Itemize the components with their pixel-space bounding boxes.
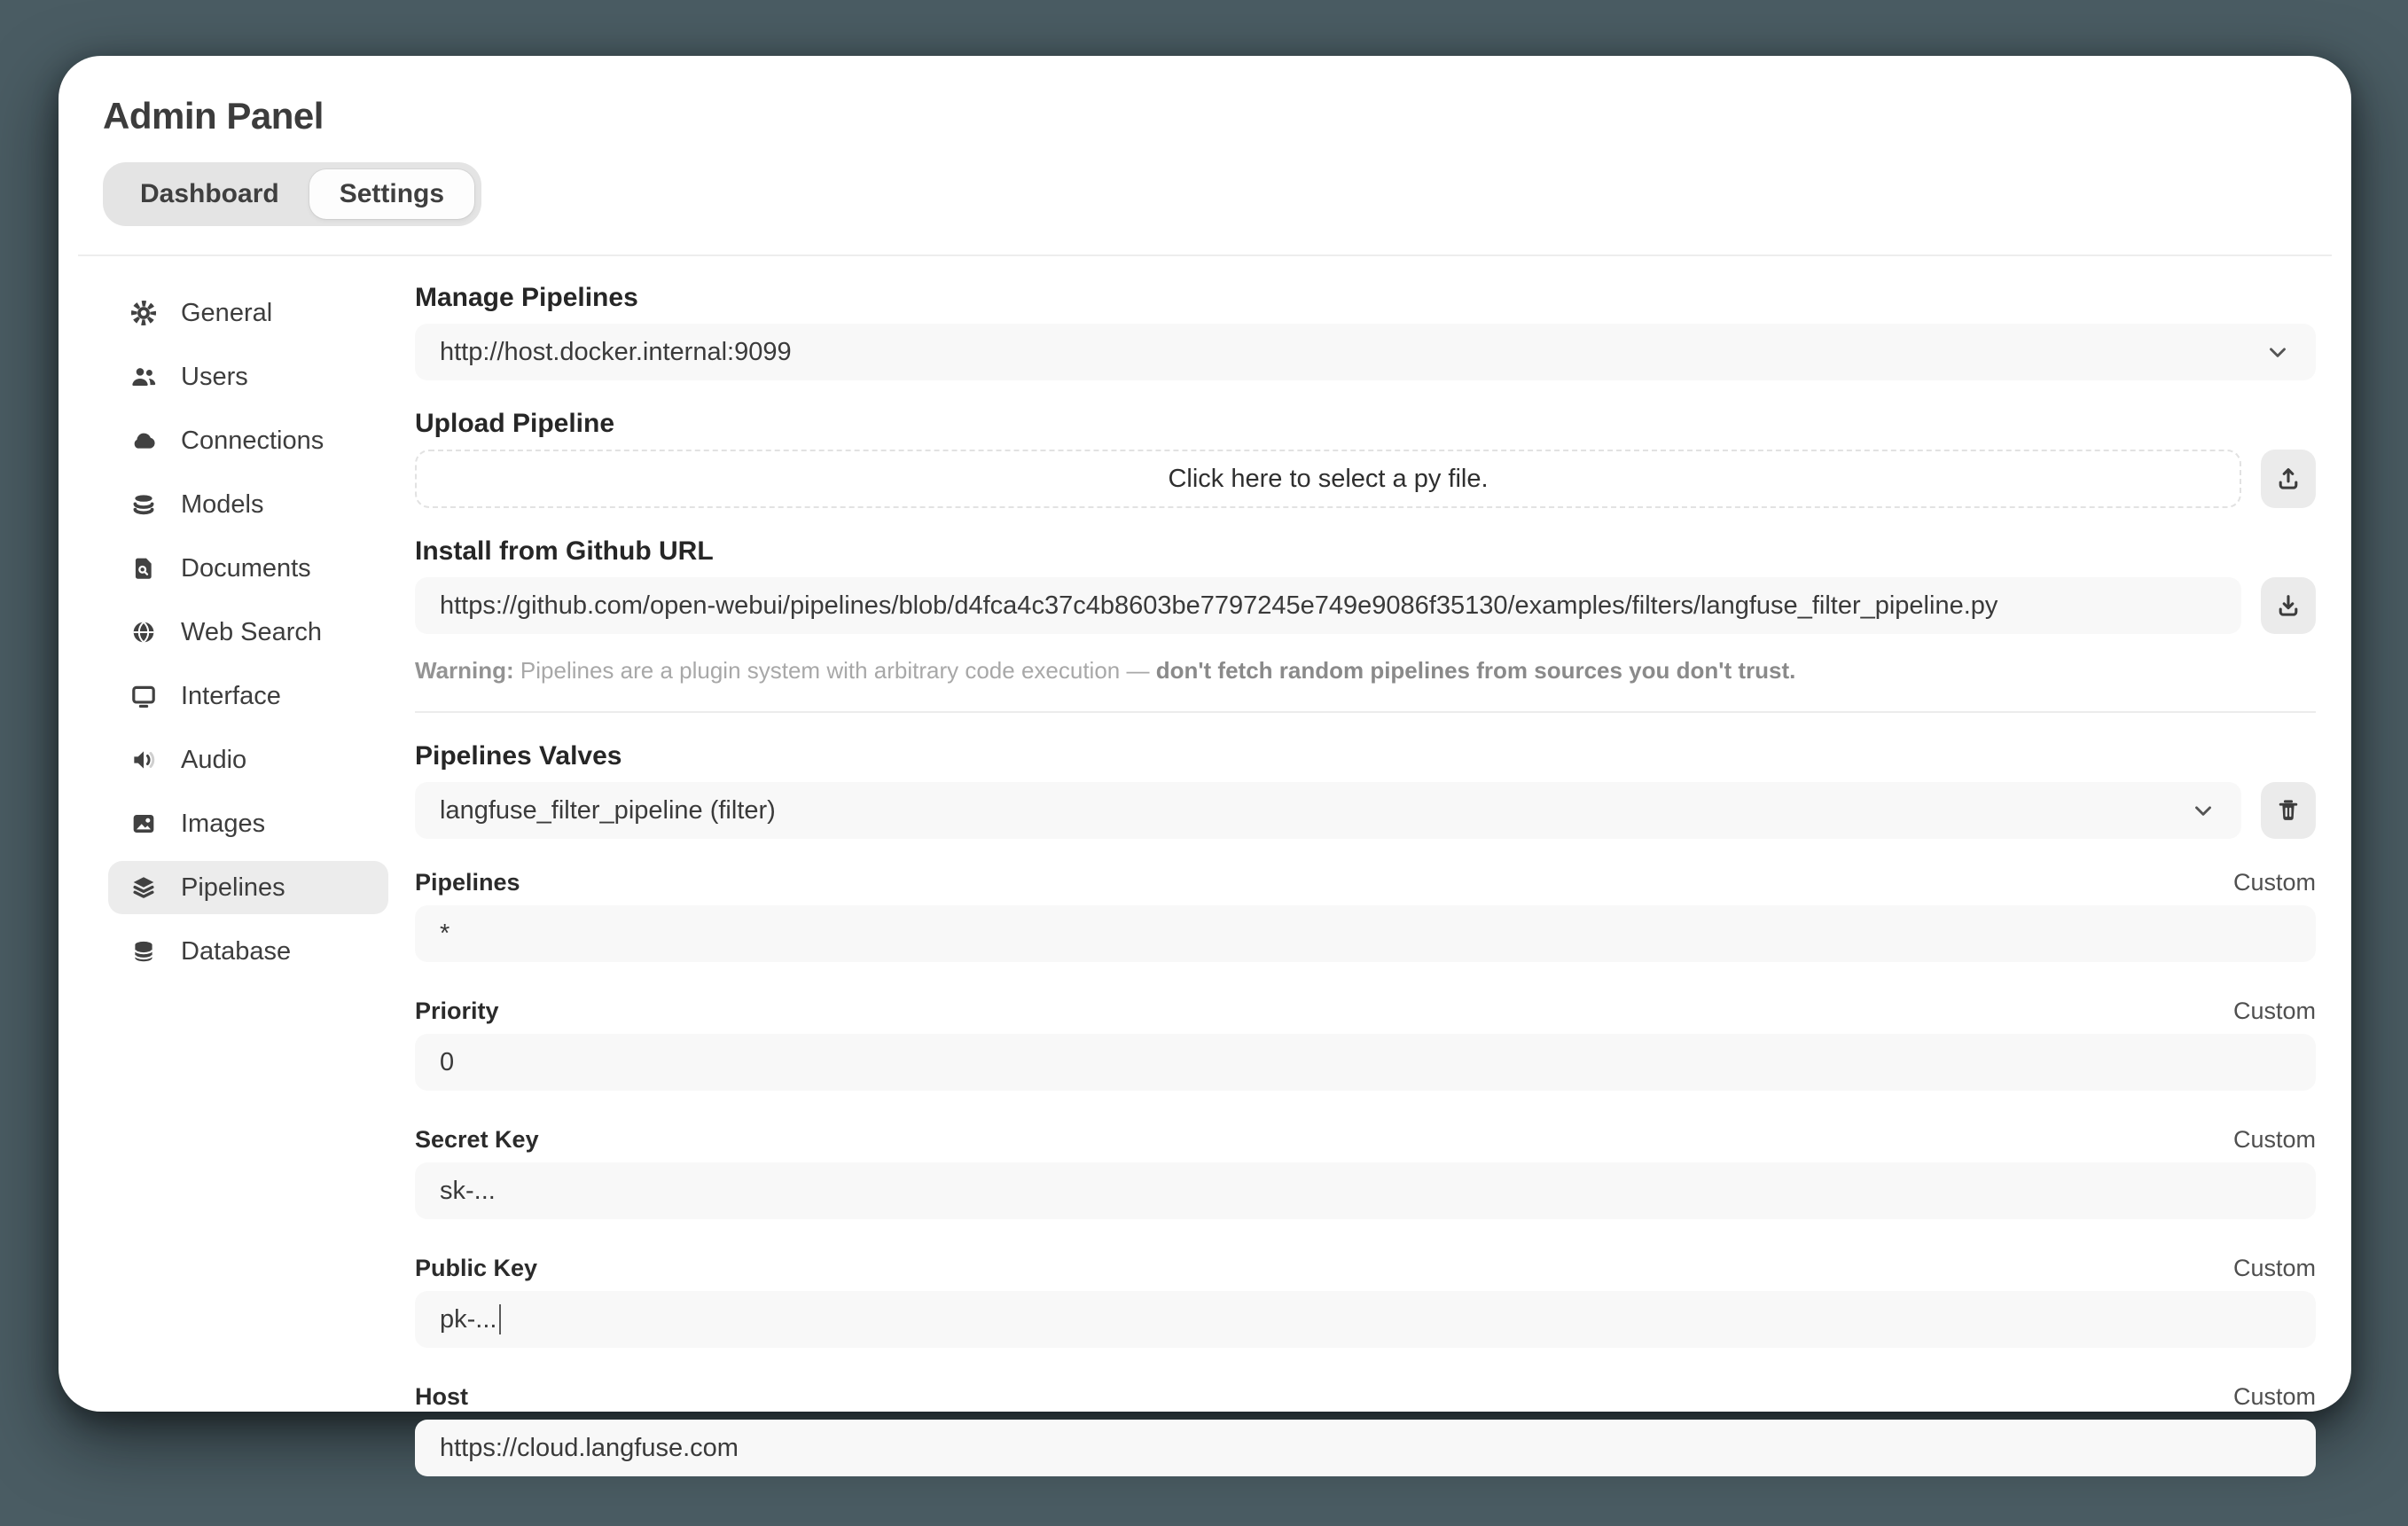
- install-github-heading: Install from Github URL: [415, 536, 714, 566]
- sidebar-item-label: Models: [181, 489, 264, 519]
- sidebar-item-audio[interactable]: [108, 733, 388, 786]
- delete-pipeline-button[interactable]: [2261, 782, 2316, 839]
- custom-badge: Custom: [2232, 1383, 2316, 1410]
- sidebar-item-label: Users: [181, 362, 248, 391]
- trash-icon: [2274, 796, 2302, 825]
- github-url-input[interactable]: [415, 577, 2241, 634]
- valve-label: Pipelines: [415, 869, 520, 896]
- sidebar-item-users[interactable]: [108, 350, 388, 403]
- sidebar-item-label: Web Search: [181, 617, 323, 646]
- pipelines-warning-text: Warning: Pipelines are a plugin system with arbitrary code execution — don't fetch random pipelines from sources you don't trust.: [415, 657, 1796, 684]
- host-valve-input[interactable]: https://cloud.langfuse.com: [415, 1420, 2316, 1476]
- sidebar-item-images[interactable]: [108, 797, 388, 850]
- sidebar-item-general[interactable]: [108, 286, 388, 340]
- pipelines-valve-input[interactable]: *: [415, 905, 2316, 962]
- valve-field-host: [415, 1383, 2316, 1476]
- pipelines-valves-heading: Pipelines Valves: [415, 741, 622, 771]
- chevron-down-icon: [2190, 797, 2216, 824]
- custom-badge: Custom: [2232, 998, 2316, 1024]
- speaker-icon: [129, 746, 158, 774]
- section-divider: [415, 711, 2316, 713]
- sidebar-item-connections[interactable]: [108, 414, 388, 467]
- upload-pipeline-heading: Upload Pipeline: [415, 409, 615, 438]
- sidebar-item-web-search[interactable]: [108, 606, 388, 659]
- sidebar-item-documents[interactable]: [108, 542, 388, 595]
- globe-icon: [129, 618, 158, 646]
- valve-field-pipelines: [415, 869, 2316, 962]
- github-url-value: https://github.com/open-webui/pipelines/blob/d4fca4c37c4b8603be7797245e749e9086f35130/examples/filters/langfuse_filter_pipeline.py: [440, 591, 1998, 620]
- sidebar-item-database[interactable]: [108, 925, 388, 978]
- priority-valve-input[interactable]: 0: [415, 1034, 2316, 1091]
- settings-sidebar: [108, 283, 388, 978]
- pipelines-settings-panel: [415, 283, 2316, 1526]
- gear-icon: [129, 299, 158, 327]
- admin-panel-header: [59, 56, 2351, 226]
- sidebar-item-label: Database: [181, 936, 292, 966]
- sidebar-item-label: General: [181, 298, 273, 327]
- sidebar-item-label: Images: [181, 809, 266, 838]
- manage-pipelines-heading: Manage Pipelines: [415, 283, 638, 312]
- sidebar-item-models[interactable]: [108, 478, 388, 531]
- valve-field-secret-key: [415, 1126, 2316, 1219]
- public-key-valve-input[interactable]: pk-...: [415, 1291, 2316, 1348]
- valve-field-public-key: [415, 1255, 2316, 1348]
- custom-badge: Custom: [2232, 1126, 2316, 1153]
- upload-icon: [2274, 465, 2302, 493]
- valve-label: Host: [415, 1383, 468, 1410]
- photo-icon: [129, 810, 158, 838]
- sidebar-item-pipelines[interactable]: [108, 861, 388, 914]
- database-icon: [129, 937, 158, 966]
- sidebar-item-label: Connections: [181, 426, 324, 455]
- pipelines-url-value: http://host.docker.internal:9099: [440, 337, 792, 366]
- tab-settings[interactable]: Settings: [309, 169, 474, 219]
- valve-label: Secret Key: [415, 1126, 539, 1153]
- upload-file-dropzone[interactable]: [415, 450, 2241, 508]
- secret-key-valve-input[interactable]: sk-...: [415, 1162, 2316, 1219]
- valves-pipeline-select[interactable]: [415, 782, 2241, 839]
- sidebar-item-label: Audio: [181, 745, 247, 774]
- tab-dashboard[interactable]: Dashboard: [110, 169, 309, 219]
- monitor-icon: [129, 682, 158, 710]
- upload-dropzone-text: Click here to select a py file.: [1168, 464, 1489, 493]
- sidebar-item-label: Documents: [181, 553, 311, 583]
- valve-label: Priority: [415, 998, 499, 1024]
- view-switcher: [103, 162, 481, 226]
- custom-badge: Custom: [2232, 1255, 2316, 1281]
- sidebar-item-interface[interactable]: [108, 669, 388, 723]
- admin-panel-window: [59, 56, 2351, 1462]
- page-title: Admin Panel: [103, 95, 324, 137]
- valve-field-priority: [415, 998, 2316, 1091]
- text-cursor: [499, 1304, 501, 1334]
- chevron-down-icon: [2264, 339, 2291, 365]
- download-icon: [2274, 591, 2302, 620]
- custom-badge: Custom: [2232, 869, 2316, 896]
- disc-stack-icon: [129, 490, 158, 519]
- upload-pipeline-button[interactable]: [2261, 450, 2316, 508]
- sidebar-item-label: Interface: [181, 681, 281, 710]
- sidebar-item-label: Pipelines: [181, 873, 285, 902]
- users-icon: [129, 363, 158, 391]
- cloud-icon: [129, 426, 158, 455]
- pipelines-url-select[interactable]: [415, 324, 2316, 380]
- valves-pipeline-value: langfuse_filter_pipeline (filter): [440, 795, 776, 825]
- document-search-icon: [129, 554, 158, 583]
- valve-label: Public Key: [415, 1255, 538, 1281]
- layers-icon: [129, 873, 158, 902]
- install-github-button[interactable]: [2261, 577, 2316, 634]
